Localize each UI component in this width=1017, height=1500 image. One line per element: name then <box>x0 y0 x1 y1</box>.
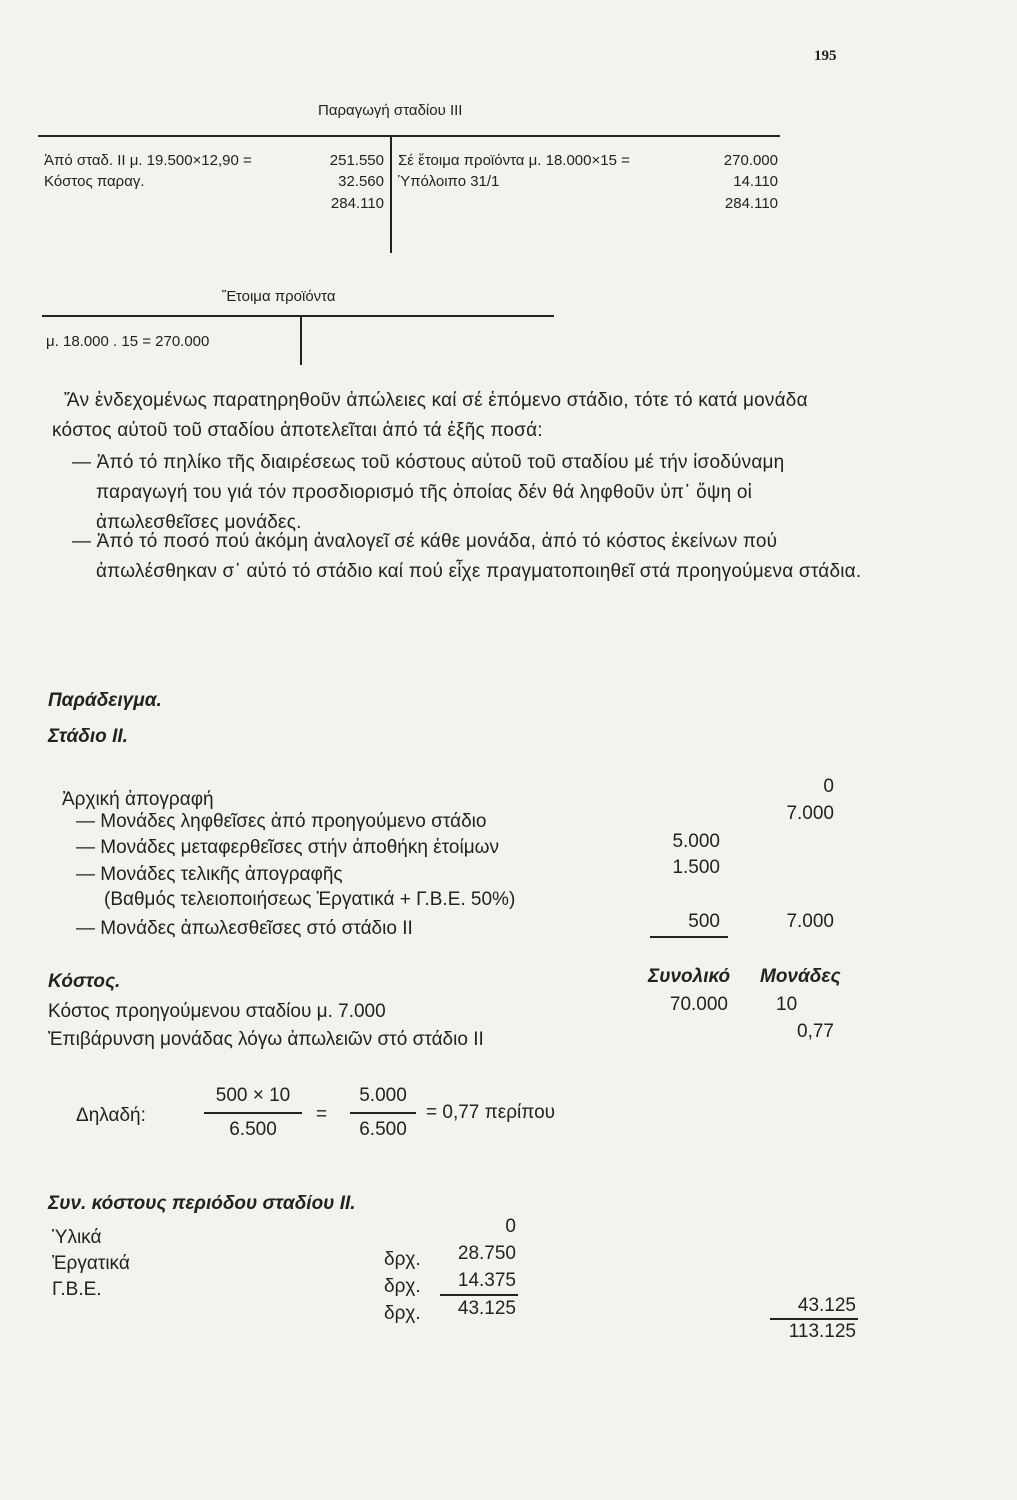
fraction-1-numerator: 500 × 10 <box>215 1085 291 1106</box>
debit-row-2-amount: 32.560 <box>338 173 384 190</box>
subtotal-amount: 43.125 <box>457 1298 516 1319</box>
t-account-top-rule <box>42 315 554 317</box>
t-account-title: Ἕτοιμα προϊόντα <box>222 288 336 305</box>
bullet-item-1: — Ἀπό τό πηλίκο τῆς διαιρέσεως τοῦ κόστους αὐτοῦ τοῦ σταδίου μέ τήν ἰσοδύναμη παραγωγή του γιά τόν προσδιορισμό τῆς ὁποίας δέν θά ληφθοῦν ὑπ᾽ ὄψη οἱ ἀπωλεσθεῖσες μονάδες. <box>72 452 785 533</box>
page-number: 195 <box>814 48 837 64</box>
t-account-title: Παραγωγή σταδίου ΙΙΙ <box>318 102 463 119</box>
cost-row-label: Ἐπιβάρυνση μονάδας λόγω ἀπωλειῶν στό στάδιο ΙΙ <box>48 1029 484 1050</box>
units-row-col1: 500 <box>688 911 720 932</box>
cost-row-units: 10 <box>776 994 798 1015</box>
period-row-label: Ἐργατικά <box>52 1253 130 1274</box>
intro-paragraph: Ἄν ἐνδεχομένως παρατηρηθοῦν ἀπώλειες καί σέ ἑπόμενο στάδιο, τότε τό κατά μονάδα κόστος αὐτοῦ τοῦ σταδίου ἀποτελεῖται ἀπό τά ἑξῆς ποσά: <box>52 390 808 441</box>
units-row-label: — Μονάδες τελικῆς ἀπογραφῆς <box>76 864 343 885</box>
t-account-divider <box>300 315 302 365</box>
fraction-2-denominator: 6.500 <box>359 1119 407 1140</box>
stage-heading: Στάδιο ΙΙ. <box>48 726 128 747</box>
grand-total: 113.125 <box>788 1321 856 1342</box>
period-row-amount: 28.750 <box>457 1243 516 1264</box>
col-header-units: Μονάδες <box>760 966 841 987</box>
period-cost-heading: Συν. κόστους περιόδου σταδίου ΙΙ. <box>48 1193 356 1214</box>
cost-row-total: 70.000 <box>669 994 728 1015</box>
credit-total: 284.110 <box>724 195 778 212</box>
t-account-top-rule <box>38 135 780 137</box>
units-row-label: (Βαθμός τελειοποιήσεως Ἐργατικά + Γ.Β.Ε. 50%) <box>104 889 516 910</box>
period-row-currency: δρχ. <box>384 1276 421 1297</box>
debit-total: 284.110 <box>330 195 384 212</box>
units-row-col1: 1.500 <box>672 857 720 878</box>
formula-label: Δηλαδή: <box>76 1105 146 1126</box>
formula-result: = 0,77 περίπου <box>426 1102 556 1123</box>
debit-entry: μ. 18.000 . 15 = 270.000 <box>46 333 210 350</box>
credit-row-1-amount: 270.000 <box>723 152 778 169</box>
period-row-label: Ὑλικά <box>52 1227 102 1248</box>
units-row-label: — Μονάδες μεταφερθεῖσες στήν ἀποθήκη ἑτοίμων <box>76 837 499 858</box>
example-heading: Παράδειγμα. <box>48 690 162 711</box>
equals-sign: = <box>316 1104 328 1125</box>
units-row-col2: 7.000 <box>786 911 834 932</box>
col-header-total: Συνολικό <box>648 966 731 987</box>
period-row-currency: δρχ. <box>384 1249 421 1270</box>
subtotal-currency: δρχ. <box>384 1303 421 1324</box>
fraction-2-numerator: 5.000 <box>359 1085 407 1106</box>
debit-row-1-label: Ἀπό σταδ. ΙΙ μ. 19.500×12,90 = <box>44 152 252 169</box>
units-row-label: Ἀρχική ἀπογραφή <box>62 789 214 810</box>
units-row-col2: 7.000 <box>786 803 834 824</box>
credit-row-2-label: Ὑπόλοιπο 31/1 <box>398 173 500 190</box>
credit-row-1-label: Σέ ἕτοιμα προϊόντα μ. 18.000×15 = <box>398 152 630 169</box>
units-row-label: — Μονάδες ἀπωλεσθεῖσες στό στάδιο ΙΙ <box>76 918 413 939</box>
fraction-1-denominator: 6.500 <box>229 1119 277 1140</box>
units-row-col1: 5.000 <box>672 831 720 852</box>
period-row-label: Γ.Β.Ε. <box>52 1279 102 1300</box>
cost-heading: Κόστος. <box>48 971 121 992</box>
t-account-divider <box>390 135 392 253</box>
units-row-col2: 0 <box>823 776 834 797</box>
units-row-label: — Μονάδες ληφθεῖσες ἀπό προηγούμενο στάδιο <box>76 811 487 832</box>
period-row-amount: 14.375 <box>457 1270 516 1291</box>
debit-row-1-amount: 251.550 <box>329 152 384 169</box>
credit-row-2-amount: 14.110 <box>733 173 778 190</box>
bullet-item-2: — Ἀπό τό ποσό πού ἀκόμη ἀναλογεῖ σέ κάθε μονάδα, ἀπό τό κόστος ἐκείνων πού ἀπωλέσθηκαν σ᾽ αὐτό τό στάδιο καί πού εἶχε πραγματοποιηθεῖ στά προηγούμενα στάδια. <box>72 531 862 582</box>
cost-row-units: 0,77 <box>797 1021 834 1042</box>
right-amount: 43.125 <box>797 1295 856 1316</box>
cost-row-label: Κόστος προηγούμενου σταδίου μ. 7.000 <box>48 1001 386 1022</box>
period-row-amount: 0 <box>505 1216 516 1237</box>
sum-rule <box>650 936 728 938</box>
debit-row-2-label: Κόστος παραγ. <box>44 173 145 190</box>
